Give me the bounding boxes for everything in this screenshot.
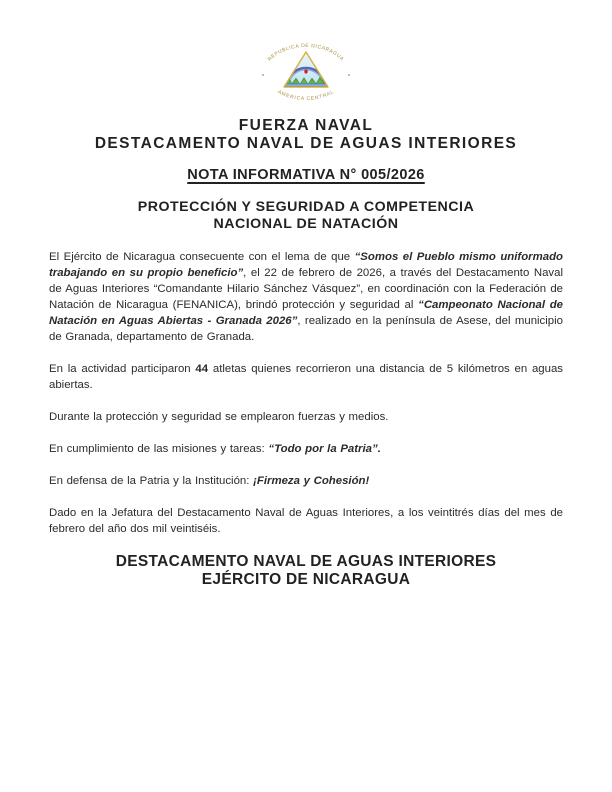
org-subtitle: DESTACAMENTO NAVAL DE AGUAS INTERIORES: [94, 134, 518, 152]
text-run: “Somos el Pueblo mismo uniformado trabajando en su propio beneficio”: [49, 251, 563, 279]
org-title: FUERZA NAVAL: [238, 117, 374, 134]
document-footer: [0, 553, 612, 589]
note-subject: [0, 199, 612, 232]
body-paragraph-5: [49, 473, 563, 489]
text-run: , realizado en la península de Asese, del municipio de Granada, departamento de Granada.: [49, 315, 563, 343]
body-paragraph-1: [49, 249, 563, 345]
text-run: Durante la protección y seguridad se emplearon fuerzas y medios.: [49, 411, 389, 423]
subject-line-2: NACIONAL DE NATACIÓN: [213, 215, 399, 232]
text-run: Dado en la Jefatura del Destacamento Naval de Aguas Interiores, a los veintitrés días del mes de febrero del año dos mil veintiséis.: [49, 507, 563, 535]
text-run: ¡Firmeza y Cohesión!: [253, 475, 370, 487]
text-run: En defensa de la Patria y la Institución:: [49, 475, 254, 487]
text-run: “Todo por la Patria”.: [268, 443, 381, 455]
document-body: [0, 249, 612, 537]
emblem-bottom-arc-text: AMERICA CENTRAL: [276, 88, 336, 103]
nicaragua-coat-of-arms: [258, 43, 354, 104]
footer-line-2: EJÉRCITO DE NICARAGUA: [201, 571, 411, 588]
body-paragraph-4: [49, 441, 563, 457]
text-run: El Ejército de Nicaragua consecuente con el lema de que: [49, 251, 355, 263]
text-run: 44: [195, 363, 209, 375]
text-run: En cumplimiento de las misiones y tareas:: [49, 443, 269, 455]
subject-line-1: PROTECCIÓN Y SEGURIDAD A COMPETENCIA: [137, 199, 475, 215]
text-run: atletas quienes recorrieron una distancia de 5 kilómetros en aguas abiertas.: [49, 363, 563, 391]
left-separator-dot: [262, 74, 264, 76]
text-run: , el 22 de febrero de 2026, a través del Destacamento Naval de Aguas Interiores “Comandante Hilario Sánchez Vásquez”, en coordinación con la Federación de Natación de Nicaragua (FENANICA), brindó protección y seguridad al: [49, 267, 563, 311]
body-paragraph-6: [49, 505, 563, 537]
document-header: [0, 117, 612, 152]
emblem-top-arc-text: REPUBLICA DE NICARAGUA: [266, 43, 346, 63]
body-paragraph-2: [49, 361, 563, 393]
note-number-line: [0, 167, 612, 183]
coat-of-arms-graphic: [258, 43, 354, 104]
body-paragraph-3: [49, 409, 563, 425]
note-number: NOTA INFORMATIVA N° 005/2026: [187, 167, 425, 183]
right-separator-dot: [348, 74, 350, 76]
text-run: “Campeonato Nacional de Natación en Aguas Abiertas - Granada 2026”: [49, 299, 563, 327]
footer-line-1: DESTACAMENTO NAVAL DE AGUAS INTERIORES: [115, 553, 497, 570]
phrygian-cap: [304, 69, 307, 73]
text-run: En la actividad participaron: [49, 363, 196, 375]
